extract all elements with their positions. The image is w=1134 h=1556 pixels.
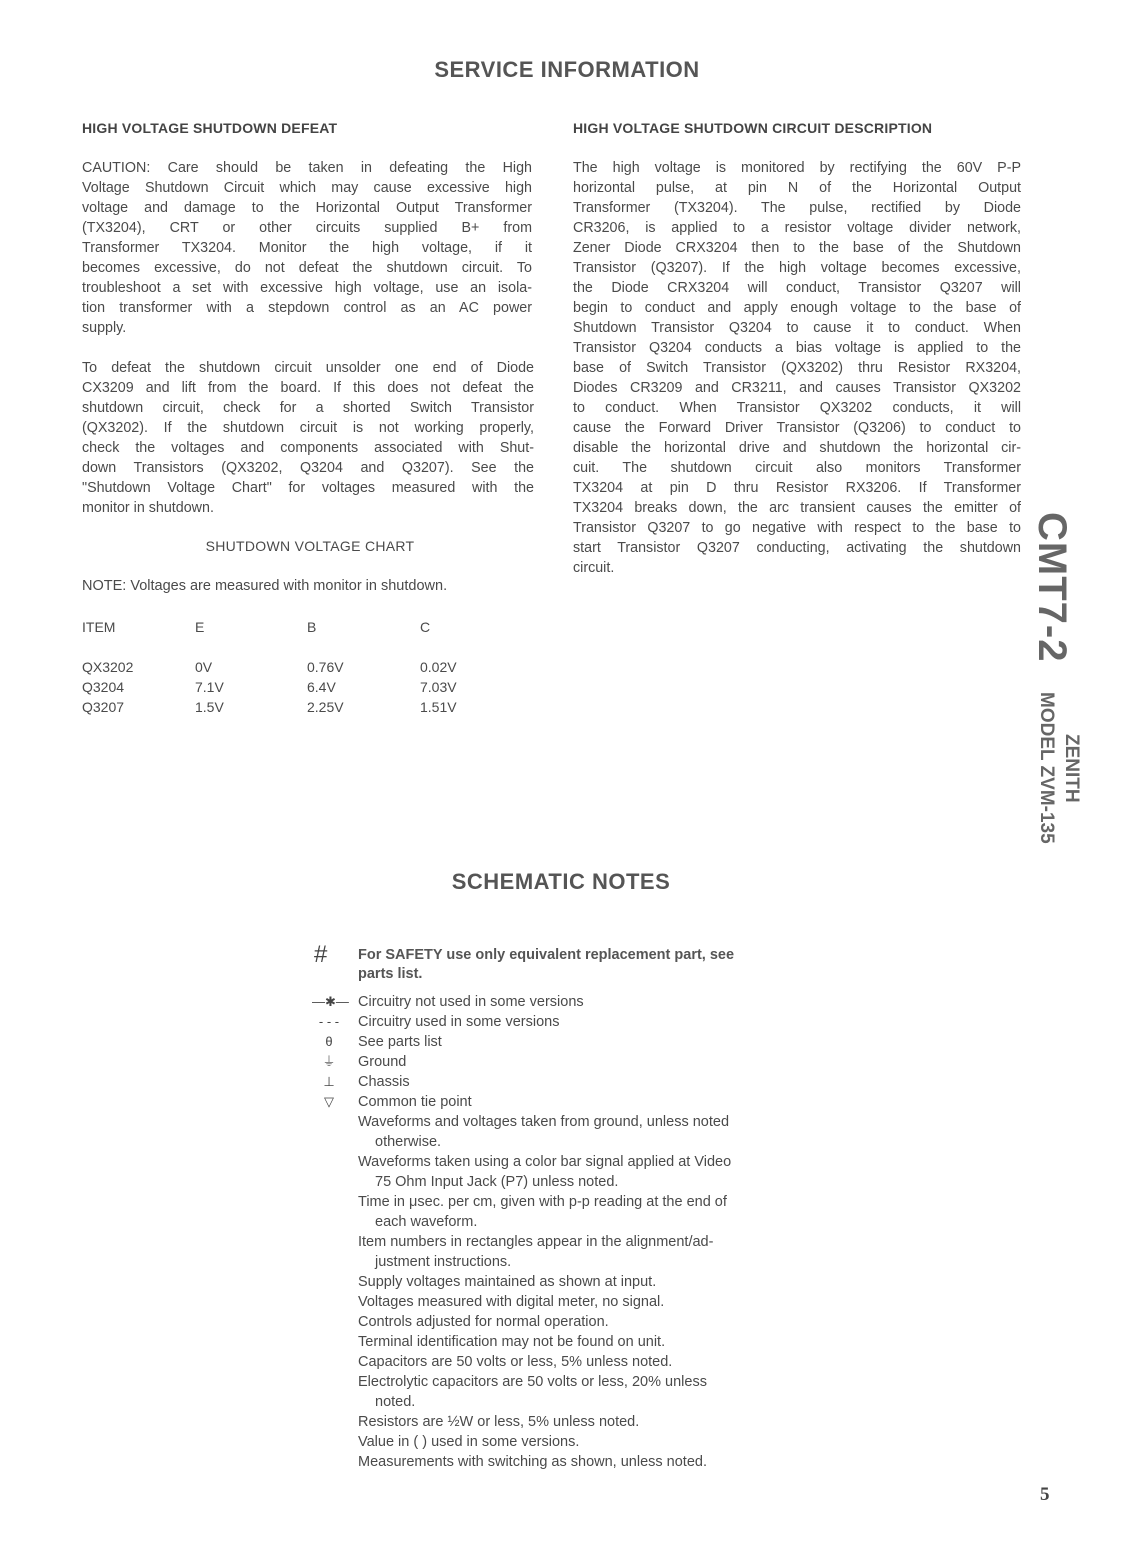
text-line: disable the horizontal drive and shutdown the horizontal cir- <box>573 440 1021 456</box>
table-cell: 2.25V <box>307 699 344 715</box>
text-line: becomes excessive, do not defeat the shutdown circuit. To <box>82 260 532 276</box>
text-line: "Shutdown Voltage Chart" for voltages measured with the <box>82 480 534 496</box>
text-line: (TX3204), CRT or other circuits supplied B+ from <box>82 220 532 236</box>
text-line: (QX3202). If the shutdown circuit is not working properly, <box>82 420 534 436</box>
text-line: Diodes CR3209 and CR3211, and causes Transistor QX3202 <box>573 380 1021 396</box>
note-line: noted. <box>375 1394 416 1410</box>
chassis-icon: ⊥ <box>323 1074 335 1089</box>
legend-item: See parts list <box>358 1034 442 1050</box>
text-line: voltage and damage to the Horizontal Output Transformer <box>82 200 532 216</box>
note-line: Terminal identification may not be found on unit. <box>358 1334 666 1350</box>
page-title: SERVICE INFORMATION <box>434 57 700 82</box>
note-line: Electrolytic capacitors are 50 volts or less, 20% unless <box>358 1374 707 1390</box>
text-line: Transistor Q3207 to go negative with respect to the base to <box>573 520 1021 536</box>
note-line: 75 Ohm Input Jack (P7) unless noted. <box>375 1174 619 1190</box>
table-cell: 0V <box>195 659 213 675</box>
table-cell: 0.76V <box>307 659 344 675</box>
text-line: the Diode CRX3204 will conduct, Transistor Q3207 will <box>573 280 1021 296</box>
text-line: horizontal pulse, at pin N of the Horizontal Output <box>573 180 1021 196</box>
note-line: Capacitors are 50 volts or less, 5% unless noted. <box>358 1354 673 1370</box>
text-line: Transformer (TX3204). The pulse, rectified by Diode <box>573 200 1021 216</box>
section-code: CMT7-2 <box>1030 512 1074 663</box>
table-cell: Q3204 <box>82 679 125 695</box>
text-line: monitor in shutdown. <box>82 500 214 516</box>
note-line: otherwise. <box>375 1134 442 1150</box>
triangle-icon: ▽ <box>324 1094 334 1109</box>
text-line: Zener Diode CRX3204 then to the base of the Shutdown <box>573 240 1021 256</box>
text-line: Shutdown Transistor Q3204 to cause it to conduct. When <box>573 320 1021 336</box>
text-line: CX3209 and lift from the board. If this does not defeat the <box>82 380 534 396</box>
left-heading: HIGH VOLTAGE SHUTDOWN DEFEAT <box>82 120 338 136</box>
text-line: start Transistor Q3207 conducting, activating the shutdown <box>573 540 1021 556</box>
text-line: The high voltage is monitored by rectifying the 60V P-P <box>573 160 1021 176</box>
text-line: supply. <box>82 320 127 336</box>
text-line: shutdown circuit, check for a shorted Switch Transistor <box>82 400 534 416</box>
table-cell: 7.1V <box>195 679 224 695</box>
text-line: down Transistors (QX3202, Q3204 and Q3207). See the <box>82 460 534 476</box>
ground-icon: ⏚ <box>322 1054 336 1069</box>
shutdown-voltage-table <box>82 619 542 729</box>
note-line: Value in ( ) used in some versions. <box>358 1434 580 1450</box>
star-line-icon: —✱— <box>312 994 349 1009</box>
text-line: troubleshoot a set with excessive high voltage, use an isola- <box>82 280 532 296</box>
text-line: begin to conduct and apply enough voltage to the base of <box>573 300 1021 316</box>
text-line: tion transformer with a stepdown control as an AC power <box>82 300 532 316</box>
note-line: Time in μsec. per cm, given with p-p reading at the end of <box>358 1194 727 1210</box>
text-line: Transistor Q3204 conducts a bias voltage is applied to the <box>573 340 1021 356</box>
note-line: Supply voltages maintained as shown at input. <box>358 1274 657 1290</box>
chart-note: NOTE: Voltages are measured with monitor in shutdown. <box>82 578 448 594</box>
safety-line: parts list. <box>358 966 423 982</box>
table-cell: 6.4V <box>307 679 336 695</box>
note-line: each waveform. <box>375 1214 478 1230</box>
table-header-cell: ITEM <box>82 619 116 635</box>
table-cell: 0.02V <box>420 659 457 675</box>
table-cell: QX3202 <box>82 659 134 675</box>
right-heading: HIGH VOLTAGE SHUTDOWN CIRCUIT DESCRIPTION <box>573 120 933 136</box>
brand-label: ZENITH <box>1061 734 1082 803</box>
text-line: CR3206, is applied to a resistor voltage divider network, <box>573 220 1021 236</box>
table-header-cell: E <box>195 619 205 635</box>
table-cell: Q3207 <box>82 699 125 715</box>
theta-icon: θ <box>325 1034 333 1049</box>
text-line: Voltage Shutdown Circuit which may cause excessive high <box>82 180 532 196</box>
defeat-paragraph <box>82 358 534 518</box>
text-line: TX3204 breaks down, the arc transient causes the emitter of <box>573 500 1021 516</box>
schematic-notes-title: SCHEMATIC NOTES <box>451 869 671 894</box>
text-line: Transistor (Q3207). If the high voltage becomes excessive, <box>573 260 1021 276</box>
legend-item: Circuitry not used in some versions <box>358 994 584 1010</box>
note-line: Waveforms and voltages taken from ground, unless noted <box>358 1114 730 1130</box>
table-cell: 1.5V <box>195 699 224 715</box>
note-line: Voltages measured with digital meter, no signal. <box>358 1294 665 1310</box>
safety-line: For SAFETY use only equivalent replacement part, see <box>358 947 735 963</box>
text-line: cause the Forward Driver Transistor (Q3206) to conduct to <box>573 420 1021 436</box>
legend-item: Ground <box>358 1054 407 1070</box>
note-line: Measurements with switching as shown, unless noted. <box>358 1454 707 1470</box>
text-line: Transformer TX3204. Monitor the high voltage, if it <box>82 240 532 256</box>
text-line: check the voltages and components associated with Shut- <box>82 440 534 456</box>
legend-item: Circuitry used in some versions <box>358 1014 560 1030</box>
safety-note <box>358 946 734 984</box>
text-line: circuit. <box>573 560 615 576</box>
hash-safety-icon: # <box>314 941 328 968</box>
note-line: Controls adjusted for normal operation. <box>358 1314 609 1330</box>
text-line: To defeat the shutdown circuit unsolder one end of Diode <box>82 360 534 376</box>
page-number: 5 <box>1040 1484 1050 1505</box>
caution-paragraph <box>82 158 532 338</box>
note-line: Waveforms taken using a color bar signal applied at Video <box>358 1154 732 1170</box>
note-line: justment instructions. <box>375 1254 512 1270</box>
text-line: base of Switch Transistor (QX3202) thru Resistor RX3204, <box>573 360 1021 376</box>
table-cell: 7.03V <box>420 679 457 695</box>
schematic-notes-list <box>358 1112 808 1472</box>
table-header-cell: C <box>420 619 431 635</box>
table-header-cell: B <box>307 619 317 635</box>
dashed-line-icon: - - - <box>318 1014 340 1029</box>
model-label: MODEL ZVM-135 <box>1036 692 1057 844</box>
text-line: TX3204 at pin D thru Resistor RX3206. If Transformer <box>573 480 1021 496</box>
table-cell: 1.51V <box>420 699 457 715</box>
text-line: CAUTION: Care should be taken in defeating the High <box>82 160 532 176</box>
chart-title: SHUTDOWN VOLTAGE CHART <box>205 538 415 554</box>
text-line: cuit. The shutdown circuit also monitors Transformer <box>573 460 1021 476</box>
legend-item: Chassis <box>358 1074 410 1090</box>
circuit-description-paragraph <box>573 158 1021 578</box>
legend-item: Common tie point <box>358 1094 472 1110</box>
text-line: to conduct. When Transistor QX3202 conducts, it will <box>573 400 1021 416</box>
note-line: Resistors are ½W or less, 5% unless noted. <box>358 1414 640 1430</box>
note-line: Item numbers in rectangles appear in the alignment/ad- <box>358 1234 714 1250</box>
